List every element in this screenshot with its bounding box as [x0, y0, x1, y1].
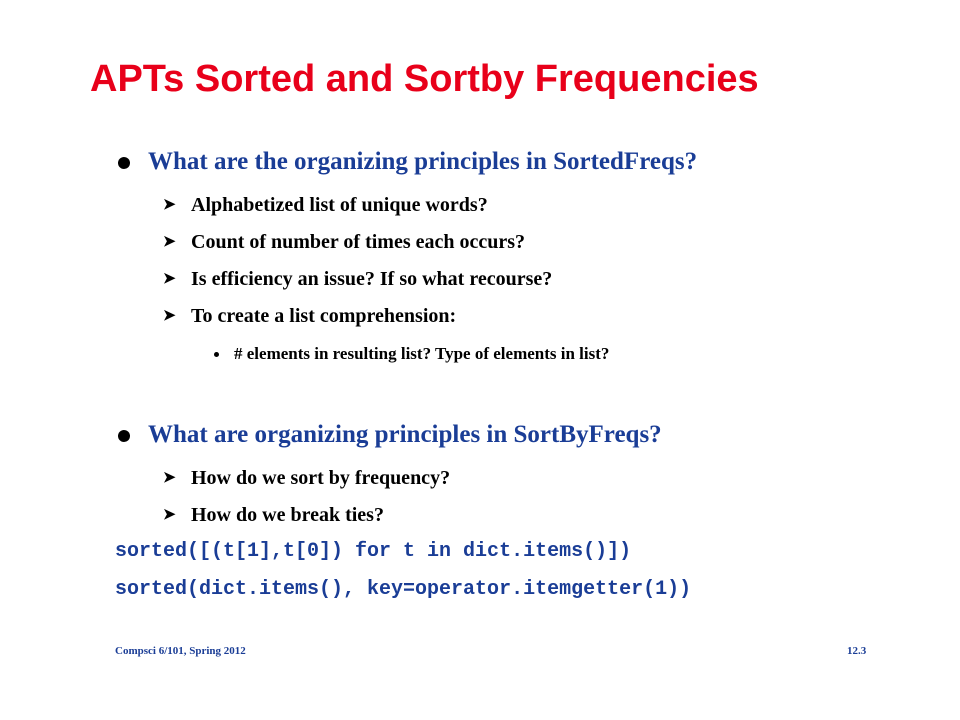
- page-number: 12.3: [847, 645, 867, 657]
- code-line: sorted([(t[1],t[0]) for t in dict.items()]): [115, 540, 632, 563]
- arrowhead-icon: ➤: [163, 470, 176, 486]
- bullet-text: What are organizing principles in SortByFreqs?: [148, 421, 662, 448]
- small-bullet-dot-icon: [214, 352, 219, 357]
- arrowhead-icon: ➤: [163, 507, 176, 523]
- arrowhead-icon: ➤: [163, 271, 176, 287]
- arrowhead-icon: ➤: [163, 234, 176, 250]
- sub-bullet-text: Is efficiency an issue? If so what recourse?: [191, 268, 553, 290]
- sub-bullet-text: How do we break ties?: [191, 504, 384, 526]
- sub-bullet-text: To create a list comprehension:: [191, 305, 457, 327]
- code-line: sorted(dict.items(), key=operator.itemgetter(1)): [115, 578, 692, 601]
- sub-bullet-text: Alphabetized list of unique words?: [191, 194, 488, 216]
- bullet-dot-icon: [118, 157, 130, 169]
- slide-title: APTs Sorted and Sortby Frequencies: [90, 58, 759, 100]
- bullet-text: What are the organizing principles in SortedFreqs?: [148, 148, 698, 175]
- arrowhead-icon: ➤: [163, 197, 176, 213]
- sub-sub-bullet-text: # elements in resulting list? Type of elements in list?: [234, 344, 610, 363]
- sub-bullet-text: How do we sort by frequency?: [191, 467, 451, 489]
- arrowhead-icon: ➤: [163, 308, 176, 324]
- footer-course: Compsci 6/101, Spring 2012: [115, 645, 246, 657]
- sub-bullet-text: Count of number of times each occurs?: [191, 231, 526, 253]
- bullet-dot-icon: [118, 430, 130, 442]
